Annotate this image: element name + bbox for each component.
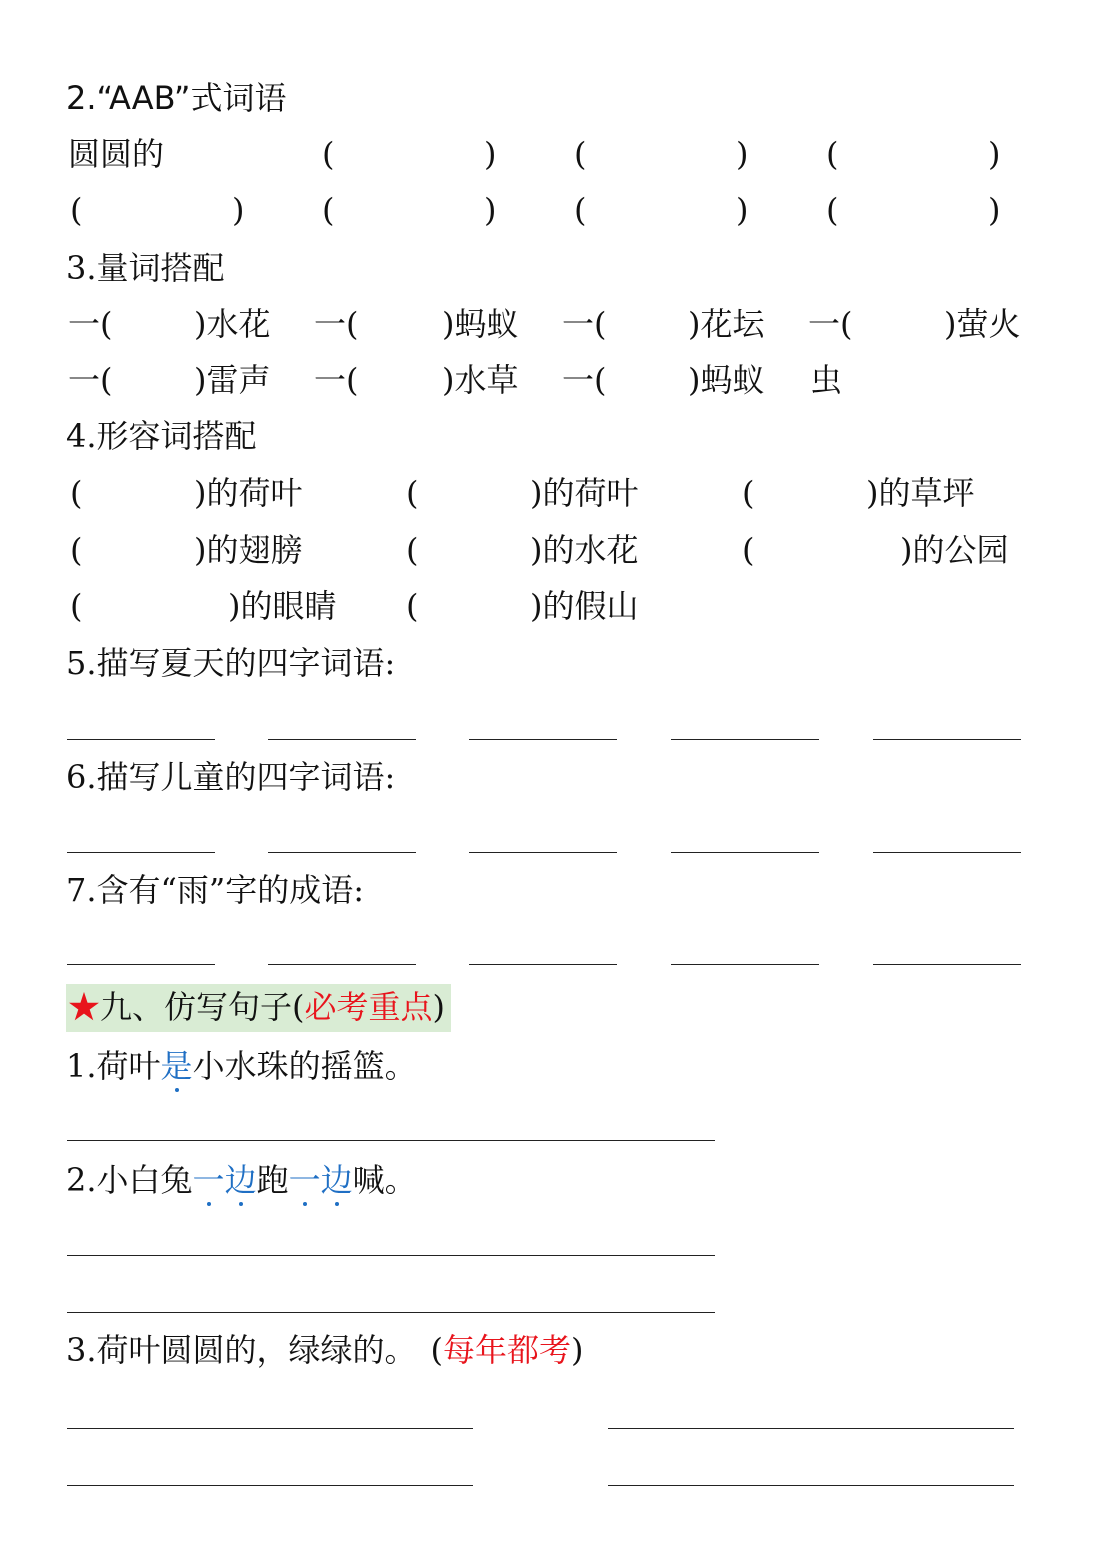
- answer-blank[interactable]: [873, 852, 1021, 853]
- adjective-item: )的眼睛: [228, 587, 337, 625]
- answer-blank[interactable]: [67, 852, 215, 853]
- key-word: 一: [288, 1161, 321, 1199]
- answer-line[interactable]: [67, 1255, 715, 1256]
- aab-open-paren: (: [574, 191, 587, 229]
- answer-blank[interactable]: [268, 739, 416, 740]
- key-word: 边: [320, 1161, 353, 1199]
- answer-blank[interactable]: [268, 964, 416, 965]
- answer-blank[interactable]: [268, 852, 416, 853]
- must-test-label: 必考重点: [304, 988, 433, 1026]
- answer-line[interactable]: [67, 1485, 473, 1486]
- answer-blank[interactable]: [671, 852, 819, 853]
- measure-item: )蚂蚁: [688, 361, 765, 399]
- adjective-open-paren: (: [70, 474, 83, 512]
- measure-item: )花坛: [688, 305, 765, 343]
- answer-blank[interactable]: [469, 852, 617, 853]
- section-9-heading: ★九、仿写句子(必考重点): [66, 984, 451, 1032]
- aab-open-paren: (: [826, 135, 839, 173]
- aab-close-paren: ): [232, 191, 245, 229]
- aab-close-paren: ): [484, 191, 497, 229]
- aab-open-paren: (: [70, 191, 83, 229]
- adjective-item: )的荷叶: [194, 474, 303, 512]
- key-word: 边: [224, 1161, 257, 1199]
- adjective-open-paren: (: [70, 587, 83, 625]
- measure-item: )萤火: [944, 305, 1021, 343]
- answer-line[interactable]: [608, 1428, 1014, 1429]
- rain-idioms-title: 7.含有“雨”字的成语:: [66, 871, 365, 909]
- adjective-item: )的荷叶: [530, 474, 639, 512]
- answer-blank[interactable]: [469, 964, 617, 965]
- key-word: 一: [192, 1161, 225, 1199]
- measure-prefix: 一(: [808, 305, 853, 343]
- adjective-open-paren: (: [742, 531, 755, 569]
- children-words-title: 6.描写儿童的四字词语:: [66, 758, 396, 796]
- adjective-open-paren: (: [406, 587, 419, 625]
- answer-blank[interactable]: [671, 739, 819, 740]
- adjective-item: )的翅膀: [194, 531, 303, 569]
- answer-blank[interactable]: [873, 964, 1021, 965]
- measure-prefix: 一(: [314, 305, 359, 343]
- measure-item: )雷声: [194, 361, 271, 399]
- adjective-open-paren: (: [406, 531, 419, 569]
- aab-open-paren: (: [322, 135, 335, 173]
- measure-prefix: 一(: [68, 361, 113, 399]
- answer-line[interactable]: [608, 1485, 1014, 1486]
- measure-item: 虫: [810, 361, 843, 399]
- aab-example: 圆圆的: [68, 135, 165, 173]
- aab-title: 2.“AAB”式词语: [66, 79, 287, 117]
- adjective-item: )的公园: [900, 531, 1009, 569]
- adjective-open-paren: (: [742, 474, 755, 512]
- aab-open-paren: (: [322, 191, 335, 229]
- answer-line[interactable]: [67, 1140, 715, 1141]
- measure-title: 3.量词搭配: [66, 249, 225, 287]
- aab-close-paren: ): [484, 135, 497, 173]
- adjective-item: )的水花: [530, 531, 639, 569]
- aab-open-paren: (: [826, 191, 839, 229]
- measure-prefix: 一(: [562, 305, 607, 343]
- sentence-3: 3.荷叶圆圆的，绿绿的。 (每年都考): [66, 1331, 584, 1369]
- sentence-1: 1.荷叶是小水珠的摇篮。: [66, 1047, 417, 1085]
- adjective-open-paren: (: [406, 474, 419, 512]
- answer-blank[interactable]: [873, 739, 1021, 740]
- measure-prefix: 一(: [68, 305, 113, 343]
- adjective-open-paren: (: [70, 531, 83, 569]
- answer-line[interactable]: [67, 1428, 473, 1429]
- aab-close-paren: ): [736, 191, 749, 229]
- aab-open-paren: (: [574, 135, 587, 173]
- answer-blank[interactable]: [671, 964, 819, 965]
- answer-blank[interactable]: [67, 964, 215, 965]
- summer-words-title: 5.描写夏天的四字词语:: [66, 644, 396, 682]
- answer-blank[interactable]: [469, 739, 617, 740]
- adjective-item: )的草坪: [866, 474, 975, 512]
- answer-line[interactable]: [67, 1312, 715, 1313]
- key-word: 是: [160, 1047, 193, 1085]
- measure-item: )水花: [194, 305, 271, 343]
- sentence-2: 2.小白兔一边跑一边喊。: [66, 1161, 417, 1199]
- measure-item: )水草: [442, 361, 519, 399]
- answer-blank[interactable]: [67, 739, 215, 740]
- measure-prefix: 一(: [562, 361, 607, 399]
- star-icon: ★: [68, 988, 101, 1026]
- aab-close-paren: ): [736, 135, 749, 173]
- adjective-title: 4.形容词搭配: [66, 417, 257, 455]
- aab-close-paren: ): [988, 135, 1001, 173]
- measure-prefix: 一(: [314, 361, 359, 399]
- every-year-label: 每年都考: [443, 1331, 572, 1369]
- adjective-item: )的假山: [530, 587, 639, 625]
- aab-close-paren: ): [988, 191, 1001, 229]
- measure-item: )蚂蚁: [442, 305, 519, 343]
